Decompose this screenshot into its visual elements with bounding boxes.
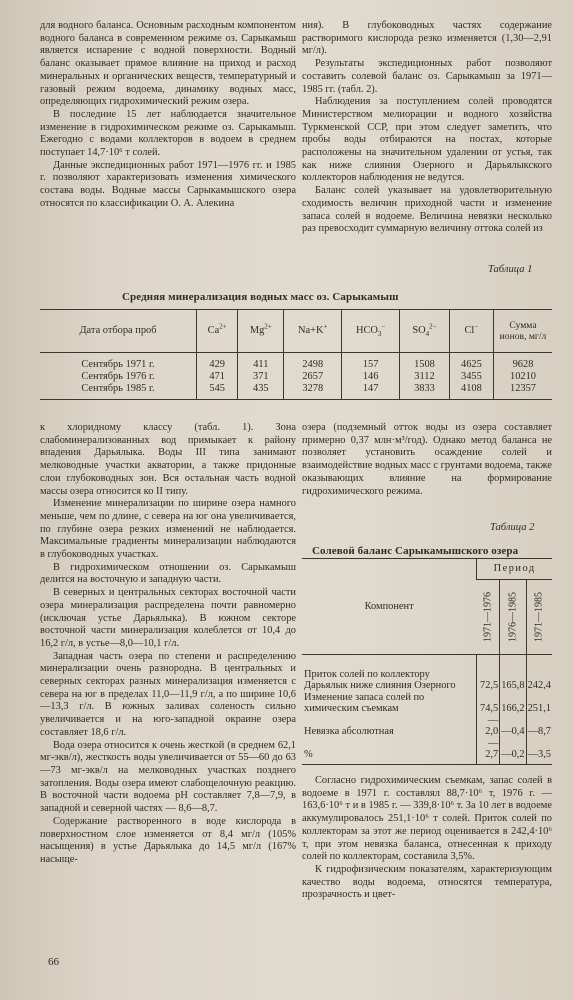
cell: 251,1 bbox=[526, 692, 552, 715]
paragraph: В гидрохимическом отношении оз. Сарыкамыш делится на восточную и западную части. bbox=[40, 561, 296, 586]
page-number: 66 bbox=[48, 956, 59, 968]
cell: —0,2 bbox=[500, 738, 526, 765]
table2 bbox=[302, 558, 552, 765]
cell: 166,2 bbox=[500, 692, 526, 715]
cell: 165,8 bbox=[500, 654, 526, 692]
paragraph: Данные экспедиционных работ 1971—1976 гг. и 1985 г. позволяют характеризовать изменения химического состава воды. Водные массы Сарыкамышского озера относятся по классификации О. А. Алекина bbox=[40, 159, 296, 209]
cell: 4108 bbox=[449, 383, 493, 400]
cell: 242,4 bbox=[526, 654, 552, 692]
cell: 545 bbox=[197, 383, 238, 400]
cell: 157 bbox=[342, 353, 400, 372]
left-column-bottom bbox=[40, 422, 296, 867]
table2-caption: Таблица 2 bbox=[490, 522, 535, 533]
cell: 435 bbox=[238, 383, 284, 400]
table-row bbox=[302, 654, 552, 692]
cell: 10210 bbox=[494, 371, 553, 383]
paragraph: Изменение минерализации по ширине озера намного меньше, чем по длине, с севера на юг она увеличивается, по глубине озера резких изменений не наблюдается. Максимальные градиенты минерализации наблюдаются в глубоководных участках. bbox=[40, 498, 296, 561]
table1-header-hco3: $HCO_3^-$ bbox=[342, 310, 400, 353]
table1-header-sum: Сумма ионов, мг/л bbox=[494, 310, 553, 353]
table1-header-date: Дата отбора проб bbox=[40, 310, 197, 353]
cell: — 2,0 bbox=[477, 715, 500, 738]
cell: 1508 bbox=[400, 353, 450, 372]
cell-component: Изменение запаса солей по химическим съемкам bbox=[304, 691, 425, 714]
cell: 371 bbox=[238, 371, 284, 383]
paragraph: Баланс солей указывает на удовлетворительную сходимость величин приходной части и изменение запаса солей в водоеме. Величина невязки несколько раз превосходит суммарную величину оттока солей из bbox=[302, 185, 552, 235]
table-row bbox=[302, 692, 552, 715]
right-column-bottom bbox=[302, 775, 552, 902]
cell-component: % bbox=[302, 738, 477, 765]
table2-header-component: Компонент bbox=[302, 559, 477, 654]
cell: 146 bbox=[342, 371, 400, 383]
paragraph: Содержание растворенного в воде кислорода в поверхностном слое изменяется от 8,4 мг/л (105% насыщения) в устье Дарьялыка до 14,5 мг/л (167% насыще- bbox=[40, 815, 296, 865]
cell: 429 bbox=[197, 353, 238, 372]
cell: 3833 bbox=[400, 383, 450, 400]
right-column-middle bbox=[302, 422, 552, 498]
cell: 2657 bbox=[284, 371, 342, 383]
table1 bbox=[40, 309, 552, 400]
paragraph: озера (подземный отток воды из озера составляет примерно 0,37 млн·м³/год). Однако метод баланса не позволяет установить осаждение солей и взаимодействие водных масс с грунтами водоема, также оказывающих влияние на формирование гидрохимического режима. bbox=[302, 422, 552, 497]
cell: 74,5 bbox=[477, 692, 500, 715]
cell: 3278 bbox=[284, 383, 342, 400]
cell: 72,5 bbox=[477, 654, 500, 692]
cell: —8,7 bbox=[526, 715, 552, 738]
cell-date: Сентябрь 1971 г. bbox=[81, 359, 155, 371]
table-row bbox=[40, 371, 552, 383]
table2-title: Солевой баланс Сарыкамышского озера bbox=[312, 545, 519, 557]
table2-period-3: 1971—1985 bbox=[526, 579, 552, 654]
table-row bbox=[40, 383, 552, 400]
paragraph: В северных и центральных секторах восточной части озера минерализация распределена почти равномерно (исключая устье Дарьялыка). В южном секторе восточной части минерализация колеблется от 10,4 до 16,2 г/л, в устье—8,0—10,1 г/л. bbox=[40, 587, 296, 649]
cell-date: Сентябрь 1985 г. bbox=[40, 383, 197, 400]
table1-header-ca: $Ca^{2+}$ bbox=[197, 310, 238, 353]
cell: 2498 bbox=[284, 353, 342, 372]
table2-header-period: Период bbox=[477, 559, 552, 579]
paragraph: Согласно гидрохимическим съемкам, запас солей в водоеме в 1971 г. составлял 88,7·10⁶ т, 1976 г. — 163,6·10⁶ т и в 1985 г. — 339,8·10⁶ т. За 10 лет в водоеме аккумулировалось 251,1·10⁶ т солей. Приток солей по коллекторам за этот же период оценивается в 242,4·10⁶ т, при этом невязка баланса, отнесенная к приходу солей по коллекторам, составила 3,5%. bbox=[302, 775, 552, 863]
table-row bbox=[302, 715, 552, 738]
table-row bbox=[40, 353, 552, 372]
cell: —3,5 bbox=[526, 738, 552, 765]
paragraph: Наблюдения за поступлением солей проводятся Министерством мелиорации и водного хозяйства Туркменской ССР, при этом следует заметить, что пробы воды отбираются на постах, которые расположены на значительном удалении от устья, так как ниже слияния Озерного и Дарьялыкского коллекторов наблюдения не ведутся. bbox=[302, 96, 552, 184]
table-row bbox=[302, 738, 552, 765]
cell: 147 bbox=[342, 383, 400, 400]
paragraph: для водного баланса. Основным расходным компонентом водного баланса в современном режиме оз. Сарыкамыш является испарение с водной поверхности. Водный баланс оказывает прямое влияние на приход и расход минеральных и органических веществ, температурный и газовый режим водоема, динамику водных масс, определяющих гидрохимический режим озера. bbox=[40, 20, 296, 108]
table2-period-1: 1971—1976 bbox=[477, 579, 500, 654]
paragraph: ния). В глубоководных частях содержание растворимого кислорода резко изменяется (1,30—2,91 мг/л). bbox=[302, 20, 552, 57]
table1-caption: Таблица 1 bbox=[488, 264, 533, 275]
table1-header-mg: $Mg^{2+}$ bbox=[238, 310, 284, 353]
cell: 3455 bbox=[449, 371, 493, 383]
cell: 3112 bbox=[400, 371, 450, 383]
paragraph: В последние 15 лет наблюдается значительное изменение в гидрохимическом режиме оз. Сарыкамыш. Ежегодно с водами коллекторов в водоем в среднем поступает 14,7·10⁶ т солей. bbox=[40, 108, 296, 159]
paragraph: Результаты экспедиционных работ позволяют составить солевой баланс оз. Сарыкамыш за 1971—1985 гг. (табл. 2). bbox=[302, 58, 552, 95]
cell-date: Сентябрь 1976 г. bbox=[81, 371, 155, 383]
left-column-top bbox=[40, 20, 296, 211]
paragraph: Западная часть озера по степени и распределению минерализации очень разнородна. В центральных и северных секторах разных минерализация изменяется с севера на юг в пределах 11,0—11,9 г/л, а по ширине 10,6—13,3 г/л. В южных заливах соленость сильно увеличивается и на юго-западной окраине озера составляет 18,6 г/л. bbox=[40, 650, 296, 738]
table1-title: Средняя минерализация водных масс оз. Сарыкамыш bbox=[122, 291, 399, 303]
cell: 4625 bbox=[449, 353, 493, 372]
table1-header-nak: Na+K+ bbox=[284, 310, 342, 353]
cell: — 2,7 bbox=[477, 738, 500, 765]
paragraph: Вода озера относится к очень жесткой (в среднем 62,1 мг-экв/л), жесткость воды увеличивается от 55—60 до 63—73 мг-экв/л на мелководных участках позднего затопления. Воды озера имеют слабощелочную реакцию. В восточной части водоема pH составляет 7,8—7,9, в западной и северной частях — 8,6—8,7. bbox=[40, 739, 296, 815]
paragraph: к хлоридному классу (табл. 1). Зона слабоминерализованных вод примыкает к району впадения Дарьялыка. Воды III типа занимают мелководные участки акватории, а также придонные слои глубоководных зон. Вся остальная часть водной массы озера относится ко II типу. bbox=[40, 422, 296, 497]
cell: 471 bbox=[197, 371, 238, 383]
table1-header-cl: Cl− bbox=[449, 310, 493, 353]
cell: 411 bbox=[238, 353, 284, 372]
cell: 12357 bbox=[494, 383, 553, 400]
table1-header-so4: $SO_4^{2-}$ bbox=[400, 310, 450, 353]
table2-period-2: 1976—1985 bbox=[500, 579, 526, 654]
paragraph: К гидрофизическим показателям, характеризующим качество воды водоема, относятся температура, прозрачность и цвет- bbox=[302, 863, 552, 901]
cell-component: Приток солей по коллектору Дарьялык ниже слияния Озерного bbox=[304, 668, 456, 691]
cell-component: Невязка абсолютная bbox=[304, 726, 394, 737]
cell: 9628 bbox=[494, 353, 553, 372]
cell: —0,4 bbox=[500, 715, 526, 738]
right-column-top bbox=[302, 20, 552, 236]
